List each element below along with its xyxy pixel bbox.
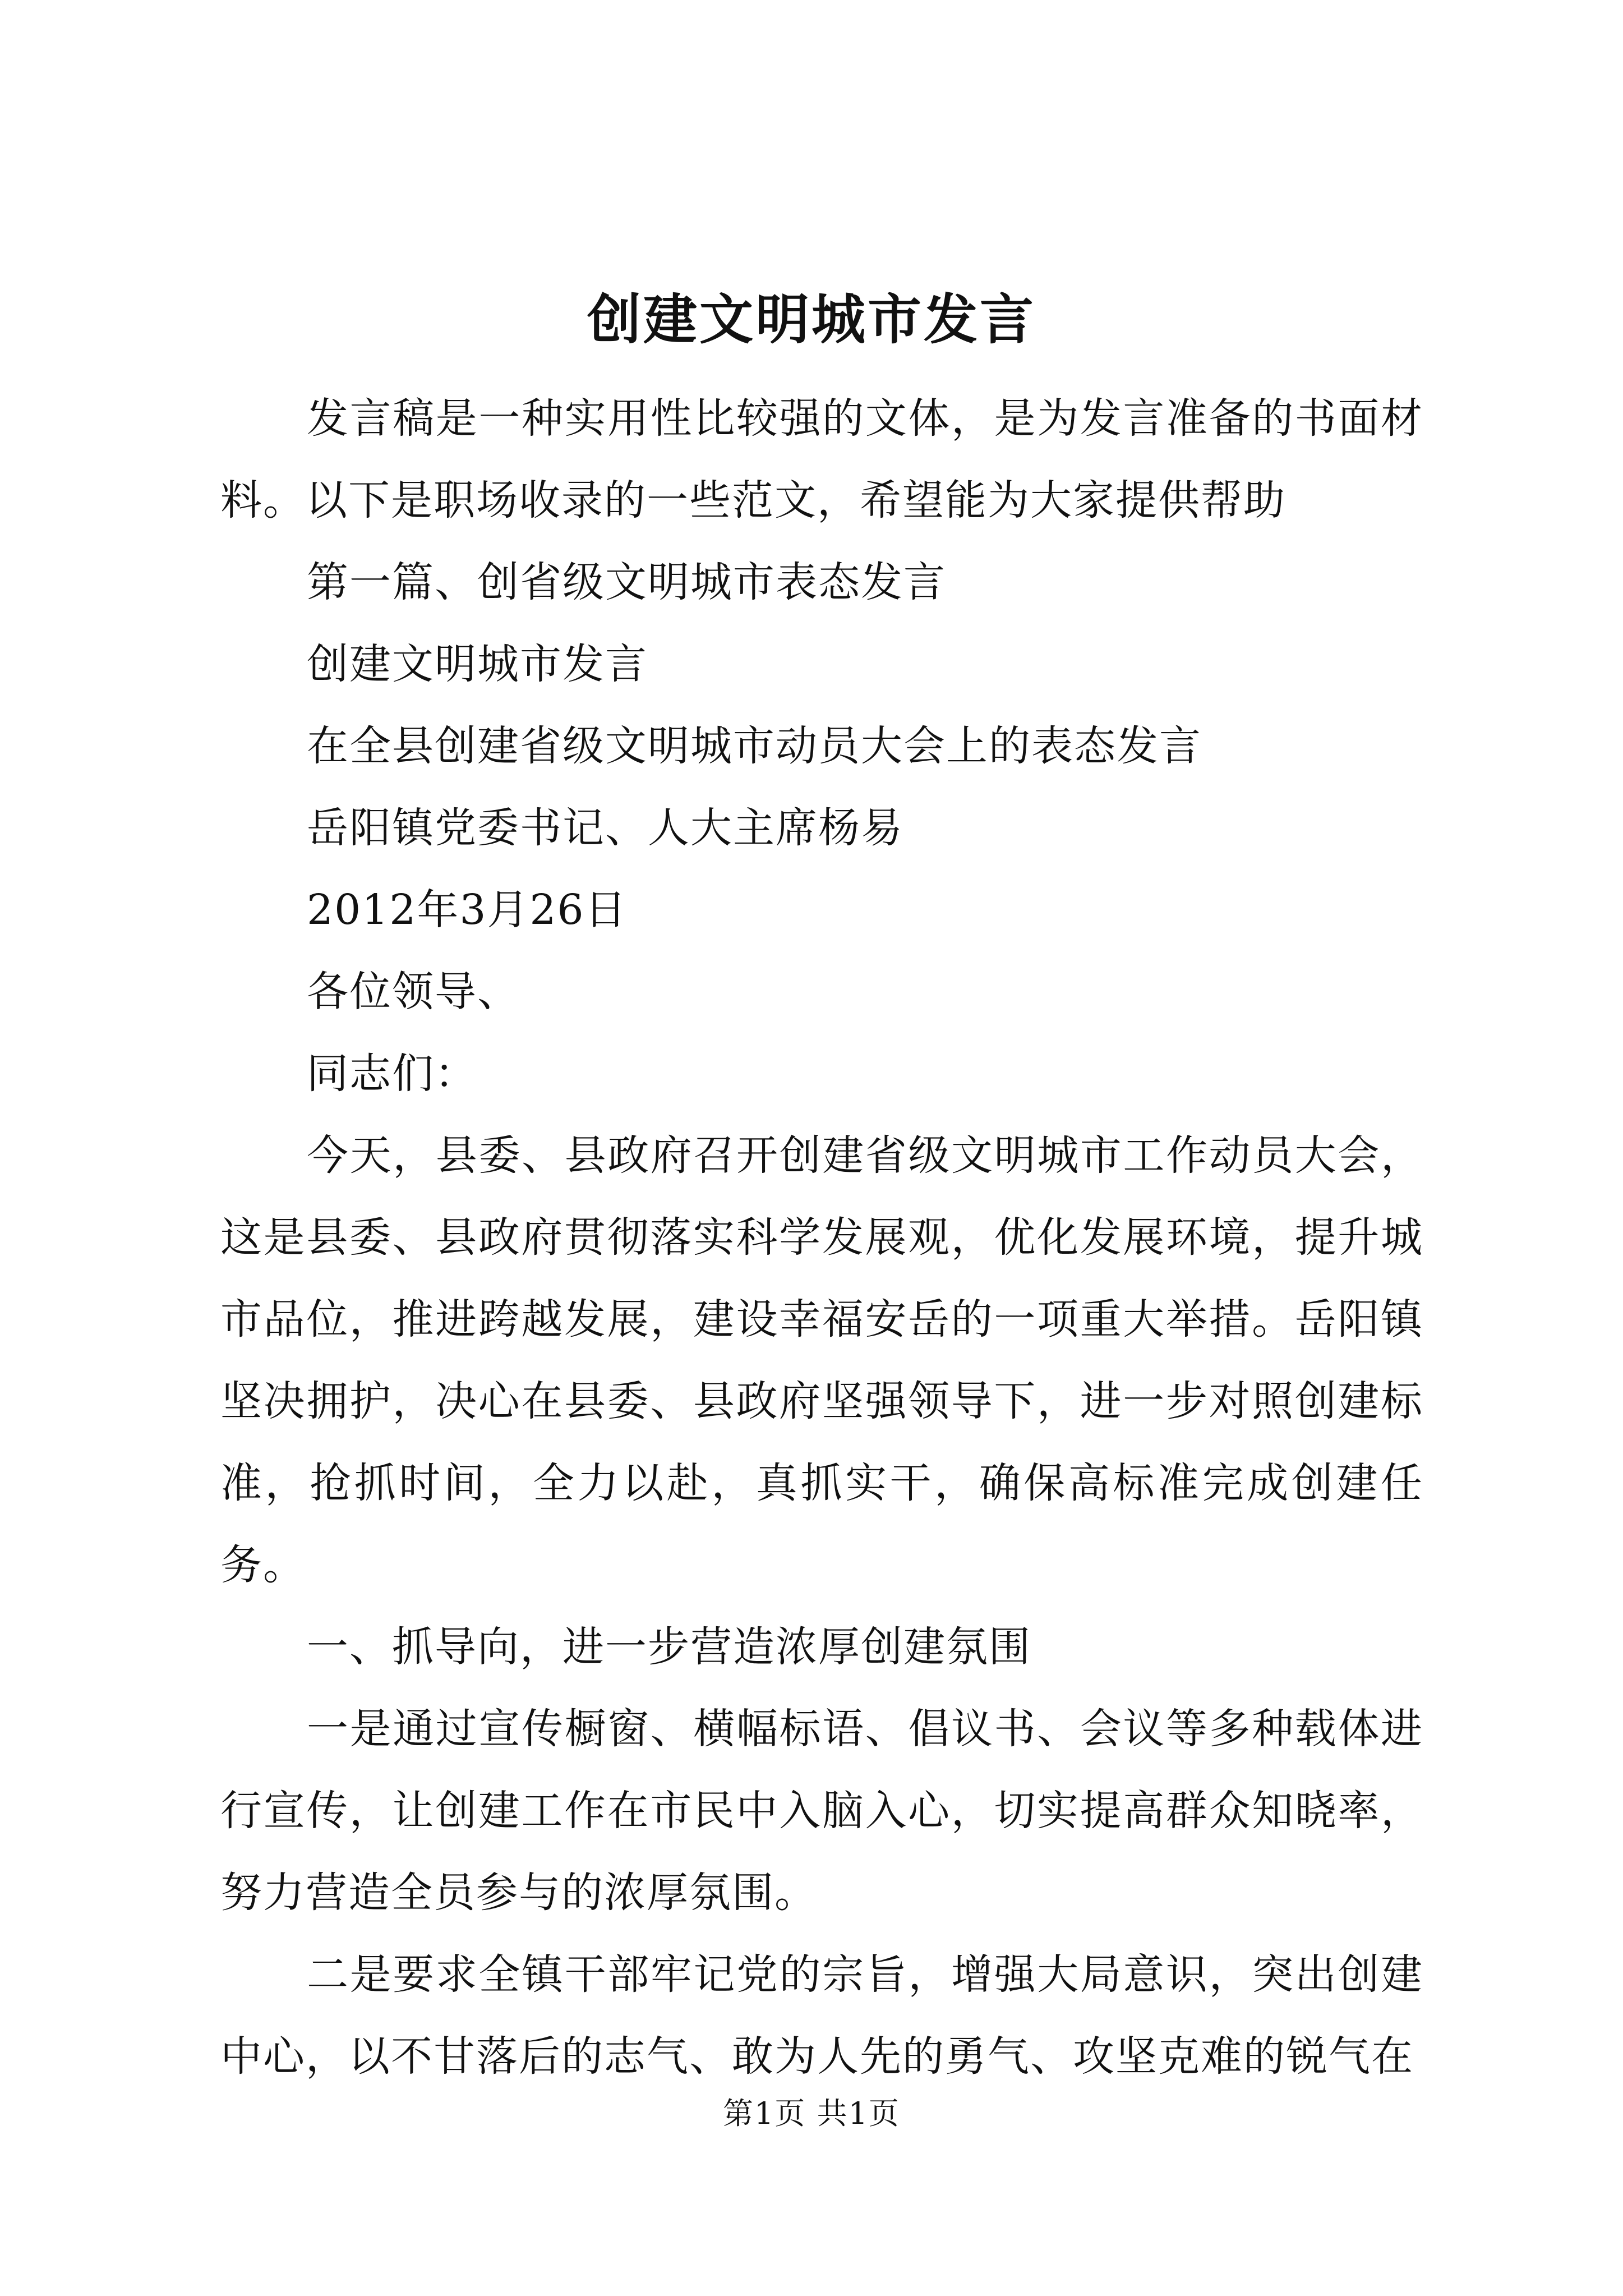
paragraph-speaker: 岳阳镇党委书记、人大主席杨易 [307,804,903,852]
paragraph-salutation-comrades: 同志们： [307,1050,477,1098]
paragraph-point-one-b: 二是要求全镇干部牢记党的宗旨，增强大局意识，突出创建中心，以不甘落后的志气、敢为人先的勇气、攻坚克难的锐气在 [220,1950,1423,2081]
paragraph-date: 2012年3月26日 [307,886,628,934]
paragraph-salutation-leaders: 各位领导、 [307,968,520,1016]
page-footer: 第1页 共1页 [723,2096,900,2131]
paragraph-speech-title: 创建文明城市发言 [307,640,648,688]
paragraph-intro: 发言稿是一种实用性比较强的文体，是为发言准备的书面材料。以下是职场收录的一些范文，希望能为大家提供帮助 [220,394,1423,524]
document-title: 创建文明城市发言 [587,288,1036,351]
document-body [220,378,1423,2097]
paragraph-section-heading: 第一篇、创省级文明城市表态发言 [307,558,946,606]
paragraph-point-one-a: 一是通过宣传橱窗、横幅标语、倡议书、会议等多种载体进行宣传，让创建工作在市民中入脑入心，切实提高群众知晓率，努力营造全员参与的浓厚氛围。 [220,1705,1423,1917]
paragraph-occasion: 在全县创建省级文明城市动员大会上的表态发言 [307,722,1202,770]
paragraph-point-one-heading: 一、抓导向，进一步营造浓厚创建氛围 [307,1623,1031,1671]
paragraph-opening: 今天，县委、县政府召开创建省级文明城市工作动员大会，这是县委、县政府贯彻落实科学发展观，优化发展环境，提升城市品位，推进跨越发展，建设幸福安岳的一项重大举措。岳阳镇坚决拥护，决心在县委、县政府坚强领导下，进一步对照创建标准，抢抓时间，全力以赴，真抓实干，确保高标准完成创建任务。 [220,1131,1423,1589]
